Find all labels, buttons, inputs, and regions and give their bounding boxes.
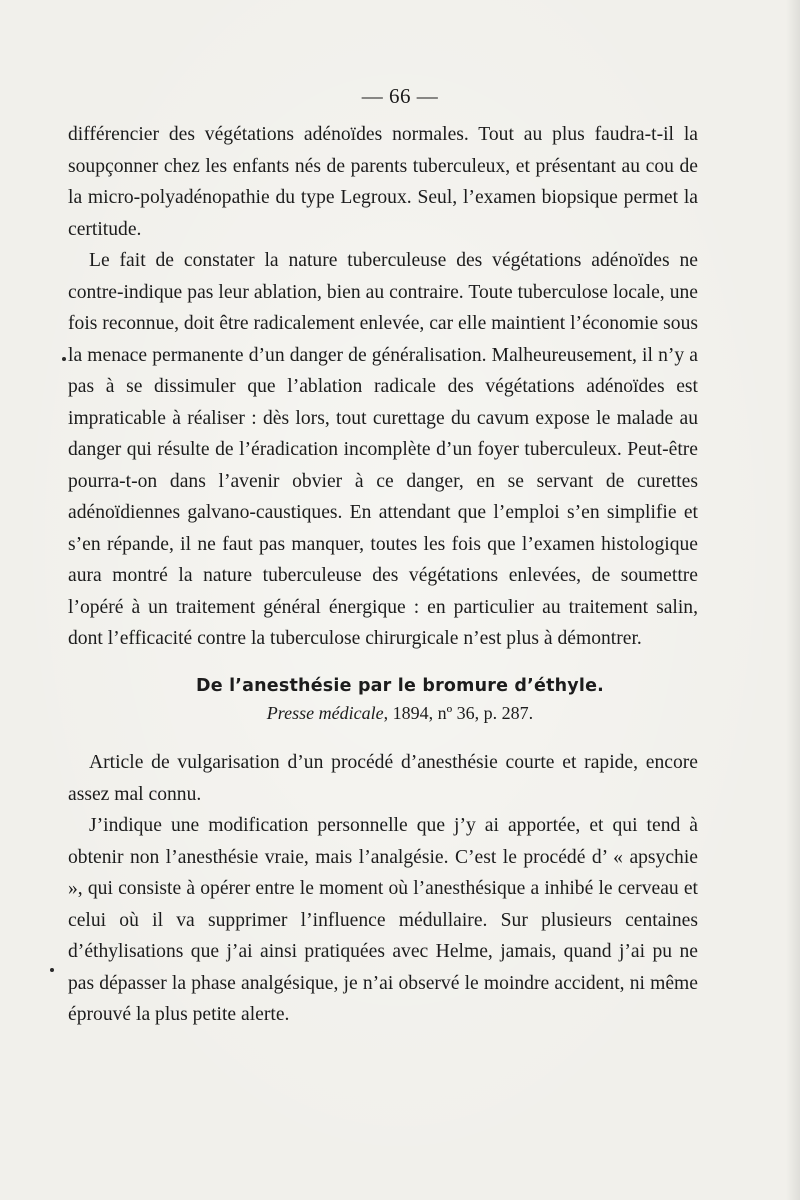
section-1-body <box>68 119 698 655</box>
paragraph-3: Article de vulgarisation d’un procédé d’anesthésie courte et rapide, encore assez mal connu. <box>68 752 698 805</box>
citation-journal: Presse médicale <box>266 703 384 723</box>
paragraph-1: différencier des végétations adénoïdes normales. Tout au plus faudra-t-il la soupçonner chez les enfants nés de parents tuberculeux, et présentant au cou de la micro-polyadénopathie du type Legroux. Seul, l’examen biopsique permet la certitude. <box>68 124 698 240</box>
margin-mark <box>50 968 54 972</box>
margin-mark <box>62 357 66 361</box>
page-number: — 66 — <box>361 84 439 108</box>
citation-details: , 1894, nº 36, p. 287. <box>383 703 534 723</box>
paragraph-4: J’indique une modification personnelle que j’y ai apportée, et qui tend à obtenir non l’anesthésie vraie, mais l’analgésie. C’est le procédé d’ « apsychie », qui consiste à opérer entre le moment où l’anesthésique a inhibé le cerveau et celui où il va supprimer l’influence médullaire. Sur plusieurs centaines d’éthylisations que j’ai ainsi pratiquées avec Helme, jamais, quand j’ai pu ne pas dépasser la phase analgésique, je n’ai observé le moindre accident, ni même éprouvé la plus petite alerte. <box>68 815 698 1025</box>
section-citation <box>0 703 800 724</box>
page-edge-shadow <box>786 0 800 1200</box>
paragraph-2: Le fait de constater la nature tuberculeuse des végétations adénoïdes ne contre-indique pas leur ablation, bien au contraire. Toute tuberculose locale, une fois reconnue, doit être radicalement enlevée, car elle maintient l’économie sous la menace permanente d’un danger de généralisation. Malheureusement, il n’y a pas à se dissimuler que l’ablation radicale des végétations adénoïdes est impraticable à réaliser : dès lors, tout curettage du cavum expose le malade au danger qui résulte de l’éradication incomplète d’un foyer tuberculeux. Peut-être pourra-t-on dans l’avenir obvier à ce danger, en se servant de curettes adénoïdiennes galvano-caustiques. En attendant que l’emploi s’en simplifie et s’en répande, il ne faut pas manquer, toutes les fois que l’examen histologique aura montré la nature tuberculeuse des végétations enlevées, de soumettre l’opéré à un traitement général énergique : en particulier au traitement salin, dont l’efficacité contre la tuberculose chirurgicale n’est plus à démontrer. <box>68 250 698 649</box>
section-2-body <box>68 747 698 1031</box>
section-heading: De l’anesthésie par le bromure d’éthyle. <box>195 676 605 696</box>
